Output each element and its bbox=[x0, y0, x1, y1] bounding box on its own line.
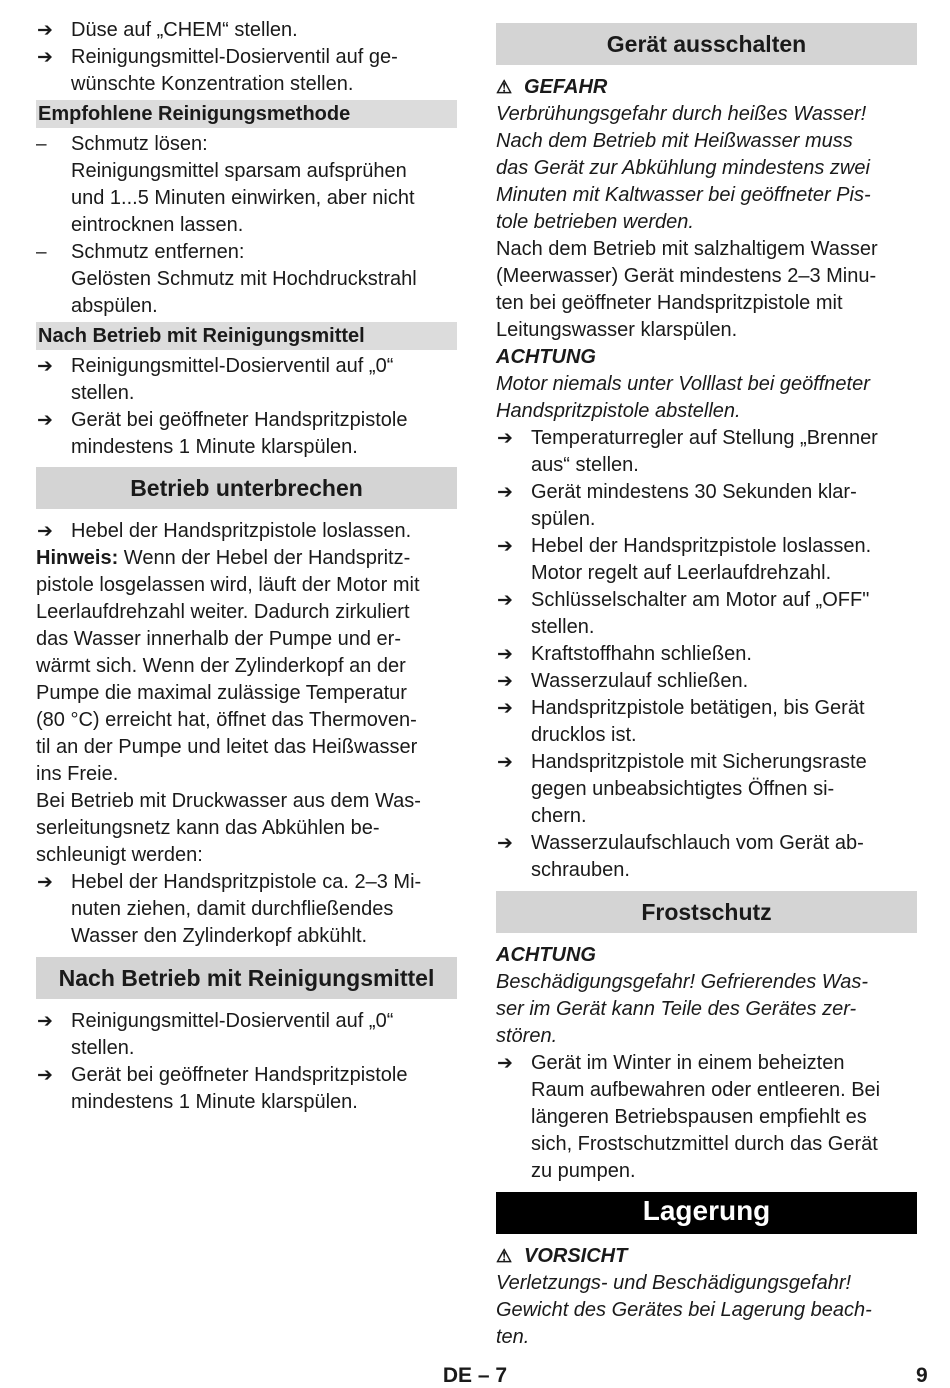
arrow-icon: ➔ bbox=[497, 833, 513, 854]
achtung-label: ACHTUNG bbox=[496, 346, 596, 368]
arrow-icon: ➔ bbox=[497, 428, 513, 449]
arrow-icon: ➔ bbox=[37, 872, 53, 893]
section-heading-frostschutz: Frostschutz bbox=[496, 891, 917, 933]
gefahr-label: ⚠ GEFAHR bbox=[496, 74, 917, 101]
bullet-item: ➔ Gerät mindestens 30 Sekunden klar- spülen. bbox=[497, 481, 857, 530]
bullet-item: ➔ Reinigungsmittel-Dosierventil auf „0“ stellen. bbox=[37, 355, 394, 404]
arrow-icon: ➔ bbox=[497, 536, 513, 557]
footer-section-label: DE – 7 bbox=[442, 1364, 508, 1387]
arrow-icon: ➔ bbox=[37, 1011, 53, 1032]
bullet-item: ➔ Gerät bei geöffneter Handspritzpistole mindestens 1 Minute klarspülen. bbox=[37, 409, 408, 458]
arrow-icon: ➔ bbox=[497, 644, 513, 665]
section-heading-lagerung: Lagerung bbox=[496, 1192, 917, 1234]
gefahr-text: Verbrühungsgefahr durch heißes Wasser! Nach dem Betrieb mit Heißwasser muss das Gerät zur Abkühlung mindestens zwei Minuten mit Kaltwasser bei geöffneter Pis- tole betrieben werden. bbox=[496, 103, 871, 233]
bullet-item: ➔ Handspritzpistole mit Sicherungsraste gegen unbeabsichtigtes Öffnen si- chern. bbox=[497, 751, 867, 827]
arrow-icon: ➔ bbox=[497, 698, 513, 719]
hinweis-paragraph: Hinweis: Wenn der Hebel der Handspritz- pistole losgelassen wird, läuft der Motor mit Leerlaufdrehzahl weiter. Dadurch zirkuliert das Wasser innerhalb der Pumpe und er- wärmt sich. Wenn der Zylinderkopf an der Pumpe die maximal zulässige Temperatur (80 °C) erreicht hat, öffnet das Thermoven- til an der Pumpe und leitet das Heißwasser ins Freie. bbox=[36, 547, 420, 785]
dash-icon: – bbox=[36, 134, 47, 155]
bullet-item: ➔ Gerät bei geöffneter Handspritzpistole mindestens 1 Minute klarspülen. bbox=[37, 1064, 408, 1113]
bullet-item: ➔ Schlüsselschalter am Motor auf „OFF" stellen. bbox=[497, 589, 870, 638]
section-heading-betrieb-unterbrechen: Betrieb unterbrechen bbox=[36, 467, 457, 509]
arrow-icon: ➔ bbox=[37, 521, 53, 542]
arrow-icon: ➔ bbox=[37, 20, 53, 41]
paragraph-druckwasser: Bei Betrieb mit Druckwasser aus dem Was- serleitungsnetz kann das Abkühlen be- schleunigt werden: bbox=[36, 790, 421, 866]
page-number: 9 bbox=[916, 1364, 928, 1387]
bullet-item: ➔ Wasserzulaufschlauch vom Gerät ab- schrauben. bbox=[497, 832, 864, 881]
section-heading-nach-betrieb: Nach Betrieb mit Reinigungsmittel bbox=[36, 957, 457, 999]
achtung-text: Motor niemals unter Volllast bei geöffneter Handspritzpistole abstellen. bbox=[496, 373, 870, 422]
vorsicht-text: Verletzungs- und Beschädigungsgefahr! Gewicht des Gerätes bei Lagerung beach- ten. bbox=[496, 1272, 872, 1348]
hinweis-label: Hinweis: bbox=[36, 547, 119, 569]
arrow-icon: ➔ bbox=[497, 671, 513, 692]
bullet-item: ➔ Hebel der Handspritzpistole ca. 2–3 Mi- nuten ziehen, damit durchfließendes Wasser den Zylinderkopf abkühlt. bbox=[37, 871, 422, 947]
arrow-icon: ➔ bbox=[37, 410, 53, 431]
subheading-empfohlene-methode: Empfohlene Reinigungsmethode bbox=[36, 100, 457, 128]
bullet-item: ➔ Kraftstoffhahn schließen. bbox=[496, 641, 917, 668]
left-column bbox=[36, 17, 457, 1116]
bullet-item: ➔ Handspritzpistole betätigen, bis Gerät drucklos ist. bbox=[497, 697, 865, 746]
bullet-item: ➔ Hebel der Handspritzpistole loslassen. bbox=[36, 518, 457, 545]
bullet-item: ➔ Temperaturregler auf Stellung „Brenner aus“ stellen. bbox=[497, 427, 878, 476]
bullet-item: ➔ Düse auf „CHEM“ stellen. bbox=[36, 17, 457, 44]
dash-item: – Schmutz lösen: Reinigungsmittel sparsam aufsprühen und 1...5 Minuten einwirken, aber nicht eintrocknen lassen. bbox=[36, 133, 415, 236]
warning-icon: ⚠ bbox=[496, 77, 513, 97]
section-heading-geraet-ausschalten: Gerät ausschalten bbox=[496, 23, 917, 65]
paragraph-salzwasser: Nach dem Betrieb mit salzhaltigem Wasser (Meerwasser) Gerät mindestens 2–3 Minu- ten bei geöffneter Handspritzpistole mit Leitungswasser klarspülen. bbox=[496, 238, 878, 341]
arrow-icon: ➔ bbox=[37, 47, 53, 68]
vorsicht-label: ⚠ VORSICHT bbox=[496, 1243, 917, 1270]
subheading-nach-betrieb: Nach Betrieb mit Reinigungsmittel bbox=[36, 322, 457, 350]
bullet-item: ➔ Hebel der Handspritzpistole loslassen. Motor regelt auf Leerlaufdrehzahl. bbox=[497, 535, 872, 584]
arrow-icon: ➔ bbox=[497, 482, 513, 503]
arrow-icon: ➔ bbox=[37, 356, 53, 377]
bullet-item: ➔ Reinigungsmittel-Dosierventil auf ge- wünschte Konzentration stellen. bbox=[37, 46, 398, 95]
bullet-item: ➔ Gerät im Winter in einem beheizten Raum aufbewahren oder entleeren. Bei längeren Betriebspausen empfiehlt es sich, Frostschutzmittel durch das Gerät zu pumpen. bbox=[497, 1052, 881, 1182]
right-column bbox=[496, 17, 917, 1351]
dash-icon: – bbox=[36, 242, 47, 263]
warning-icon: ⚠ bbox=[496, 1246, 513, 1266]
bullet-item: ➔ Wasserzulauf schließen. bbox=[496, 668, 917, 695]
arrow-icon: ➔ bbox=[497, 1053, 513, 1074]
arrow-icon: ➔ bbox=[37, 1065, 53, 1086]
achtung-label: ACHTUNG bbox=[496, 944, 596, 966]
bullet-item: ➔ Reinigungsmittel-Dosierventil auf „0“ stellen. bbox=[37, 1010, 394, 1059]
arrow-icon: ➔ bbox=[497, 590, 513, 611]
dash-item: – Schmutz entfernen: Gelösten Schmutz mit Hochdruckstrahl abspülen. bbox=[36, 241, 417, 317]
achtung-text: Beschädigungsgefahr! Gefrierendes Was- ser im Gerät kann Teile des Gerätes zer- stören. bbox=[496, 971, 869, 1047]
arrow-icon: ➔ bbox=[497, 752, 513, 773]
